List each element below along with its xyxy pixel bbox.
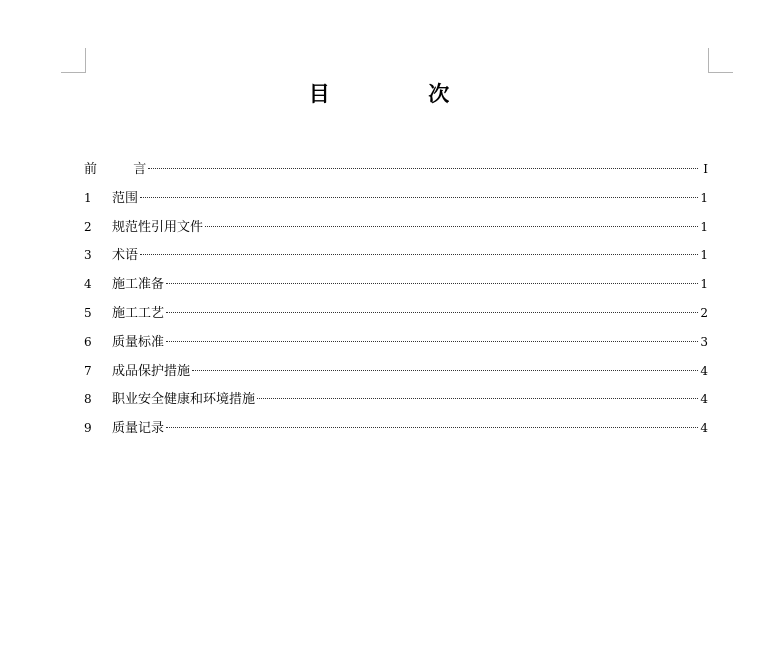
toc-entry-label: 成品保护措施 (112, 363, 191, 379)
toc-entry-label: 施工工艺 (112, 305, 165, 321)
top-left-crop-mark (61, 48, 86, 73)
toc-dot-leader (166, 427, 698, 428)
toc-entry-page: 3 (700, 334, 708, 349)
page-title: 目 次 (308, 81, 478, 106)
toc-entry-quality-standards[interactable] (84, 330, 708, 359)
toc-entry-page: 2 (700, 305, 708, 320)
toc-entry-page: I (703, 162, 708, 176)
toc-entry-page: 4 (700, 392, 708, 407)
toc-entry-scope[interactable] (84, 186, 708, 215)
toc-entry-number: 8 (84, 392, 92, 407)
toc-entry-number: 3 (84, 248, 92, 263)
toc-entry-number: 7 (84, 363, 92, 378)
toc-entry-quality-records[interactable] (84, 416, 708, 445)
toc-entry-number: 1 (84, 190, 92, 205)
toc-dot-leader (192, 370, 698, 371)
toc-entry-page: 4 (700, 363, 708, 378)
toc-entry-terms[interactable] (84, 243, 708, 272)
toc-dot-leader (205, 226, 698, 227)
toc-dot-leader (257, 398, 698, 399)
toc-entry-construction-preparation[interactable] (84, 272, 708, 301)
toc-dot-leader (166, 341, 698, 342)
toc-entry-normative-references[interactable] (84, 215, 708, 244)
toc-entry-number: 2 (84, 219, 92, 234)
toc-entry-page: 1 (700, 190, 708, 205)
toc-entry-page: 1 (700, 219, 708, 234)
toc-entry-label: 术语 (112, 248, 139, 264)
toc-entry-label: 前 言 (84, 162, 147, 177)
toc-entry-product-protection[interactable] (84, 359, 708, 388)
toc-dot-leader (140, 254, 698, 255)
toc-dot-leader (166, 283, 698, 284)
toc-entry-page: 4 (700, 421, 708, 436)
toc-entry-label: 范围 (112, 190, 139, 206)
toc-entry-label: 职业安全健康和环境措施 (112, 392, 256, 408)
toc-entry-number: 9 (84, 421, 92, 436)
toc-entry-page: 1 (700, 248, 708, 263)
toc-entry-number: 6 (84, 334, 92, 349)
toc-entry-occupational-safety[interactable] (84, 387, 708, 416)
toc-entry-label: 质量标准 (112, 334, 165, 350)
toc-entry-number: 5 (84, 305, 92, 320)
toc-entry-number: 4 (84, 277, 92, 292)
toc-entry-label: 施工准备 (112, 277, 165, 293)
toc-dot-leader (166, 312, 698, 313)
toc-entry-page: 1 (700, 277, 708, 292)
toc-entry-label: 规范性引用文件 (112, 219, 204, 235)
toc-entry-foreword[interactable] (84, 157, 708, 186)
toc-entry-construction-process[interactable] (84, 301, 708, 330)
toc-dot-leader (148, 168, 698, 169)
top-right-crop-mark (708, 48, 733, 73)
table-of-contents (84, 157, 708, 445)
toc-dot-leader (140, 197, 698, 198)
toc-entry-label: 质量记录 (112, 421, 165, 437)
